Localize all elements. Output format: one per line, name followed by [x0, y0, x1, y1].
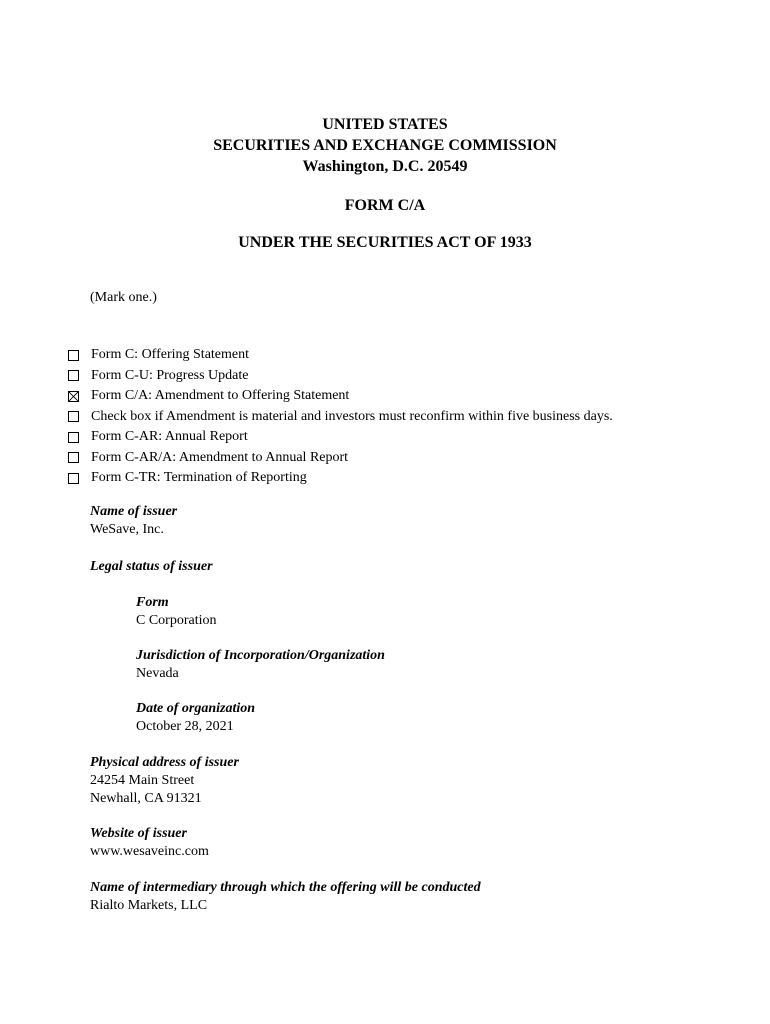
intermediary-value: Rialto Markets, LLC	[90, 898, 208, 913]
checkbox-label: Form C-AR: Annual Report	[91, 429, 248, 445]
heading-united-states: UNITED STATES	[322, 116, 448, 133]
checkbox-label: Form C-AR/A: Amendment to Annual Report	[91, 449, 349, 465]
act-title: UNDER THE SECURITIES ACT OF 1933	[238, 234, 532, 251]
checklist-item	[68, 366, 613, 387]
legal-status-label: Legal status of issuer	[90, 559, 213, 574]
form-value: C Corporation	[136, 613, 217, 628]
checkbox-form-c-a[interactable]	[68, 391, 79, 402]
checkbox-label: Form C-TR: Termination of Reporting	[91, 470, 307, 486]
checkbox-label: Form C: Offering Statement	[91, 347, 249, 363]
date-of-organization-label: Date of organization	[136, 701, 256, 716]
address-line-1: 24254 Main Street	[90, 773, 195, 788]
checklist-item	[68, 386, 613, 407]
issuer-name-value: WeSave, Inc.	[90, 522, 164, 537]
checkbox-form-c-ar[interactable]	[68, 432, 79, 443]
checkbox-form-c-ar-a[interactable]	[68, 452, 79, 463]
checkbox-material-amendment[interactable]	[68, 411, 79, 422]
intermediary-field	[90, 879, 481, 915]
website-label: Website of issuer	[90, 826, 187, 841]
form-label: Form	[136, 595, 169, 610]
jurisdiction-label: Jurisdiction of Incorporation/Organization	[136, 648, 385, 663]
checkbox-label: Form C-U: Progress Update	[91, 367, 249, 383]
checkbox-label: Form C/A: Amendment to Offering Statement	[91, 388, 350, 404]
checklist-item	[68, 448, 613, 469]
date-of-organization-value: October 28, 2021	[136, 719, 234, 734]
jurisdiction-value: Nevada	[136, 666, 179, 681]
address-line-2: Newhall, CA 91321	[90, 791, 202, 806]
intermediary-label: Name of intermediary through which the offering will be conducted	[90, 880, 481, 895]
form-field	[136, 594, 217, 630]
physical-address-field	[90, 754, 239, 808]
commission-heading	[0, 114, 770, 177]
form-type-checklist	[68, 345, 613, 489]
checklist-item	[68, 427, 613, 448]
checklist-item	[68, 468, 613, 489]
issuer-name-label: Name of issuer	[90, 504, 178, 519]
checkbox-label: Check box if Amendment is material and investors must reconfirm within five business days.	[91, 408, 613, 424]
website-field	[90, 825, 209, 861]
check-x-icon	[69, 392, 78, 401]
physical-address-label: Physical address of issuer	[90, 755, 239, 770]
form-title: FORM C/A	[344, 197, 426, 214]
checkbox-form-c-u[interactable]	[68, 370, 79, 381]
jurisdiction-field	[136, 647, 385, 683]
heading-address: Washington, D.C. 20549	[302, 158, 468, 175]
legal-status-field	[90, 558, 213, 576]
mark-one-instruction: (Mark one.)	[90, 290, 157, 305]
heading-commission: SECURITIES AND EXCHANGE COMMISSION	[213, 137, 557, 154]
checklist-item	[68, 345, 613, 366]
issuer-name-field	[90, 503, 177, 539]
checklist-item	[68, 407, 613, 428]
checkbox-form-c-tr[interactable]	[68, 473, 79, 484]
date-of-organization-field	[136, 700, 255, 736]
website-value: www.wesaveinc.com	[90, 844, 209, 859]
checkbox-form-c[interactable]	[68, 350, 79, 361]
